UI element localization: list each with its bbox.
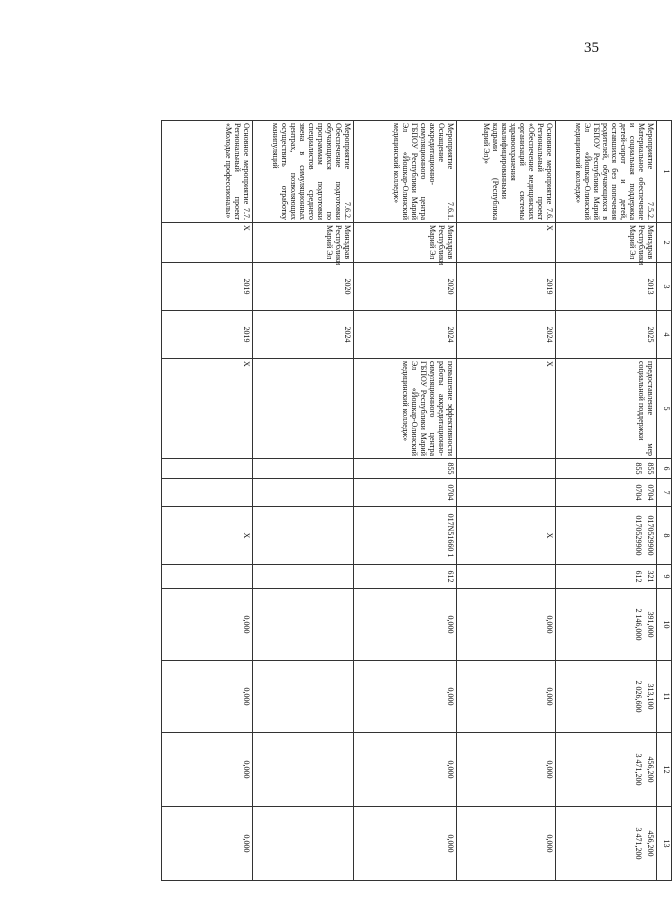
cell-col-10 xyxy=(457,589,556,661)
cell-col-9 xyxy=(556,565,657,589)
cell-col-5: предоставление мер социальной поддержки xyxy=(556,359,657,459)
table-header-row xyxy=(657,121,672,881)
cell-col-1: Мероприятие 7.5.2. Материальное обеспечение и социальная поддержка детей-сирот и детей, оставшихся без попечения родителей, обучающихся в ГБПОУ Республики Марий Эл «Йошкар-Олинский медицинский колледж» xyxy=(556,121,657,223)
cell-col-8 xyxy=(354,507,457,565)
table-row xyxy=(253,121,354,881)
cell-col-7 xyxy=(253,479,354,507)
cell-value: 391,000 xyxy=(646,611,655,638)
column-header-5: 5 xyxy=(657,359,672,459)
column-header-1: 1 xyxy=(657,121,672,223)
cell-value: 0,000 xyxy=(446,760,455,779)
cell-value: 2 026,600 xyxy=(634,680,644,713)
page-number: 35 xyxy=(584,40,599,56)
cell-col-2: Х xyxy=(457,223,556,263)
cell-value: 0,000 xyxy=(242,760,251,779)
cell-col-9 xyxy=(253,565,354,589)
cell-value: 855 xyxy=(446,462,455,475)
cell-col-11 xyxy=(162,661,253,733)
column-header-4: 4 xyxy=(657,311,672,359)
cell-value: 0,000 xyxy=(446,615,455,634)
cell-value: 3 471,200 xyxy=(634,827,644,860)
cell-col-13 xyxy=(253,807,354,881)
cell-col-8 xyxy=(457,507,556,565)
cell-value: 0170529900 xyxy=(634,515,644,556)
column-header-3: 3 xyxy=(657,263,672,311)
cell-col-1: Мероприятие 7.6.2. Обеспечение подготовки обучающихся по программам подготовки специалистов среднего звена в симуляционных центрах, позволяющих осуществить отработку манипуляций xyxy=(253,121,354,223)
cell-col-4: 2024 xyxy=(253,311,354,359)
column-header-11: 11 xyxy=(657,661,672,733)
cell-col-13 xyxy=(162,807,253,881)
cell-value: 0704 xyxy=(646,484,655,501)
cell-value: 313,100 xyxy=(646,683,655,710)
cell-col-11 xyxy=(354,661,457,733)
table-row xyxy=(556,121,657,881)
cell-col-6 xyxy=(162,459,253,479)
cell-col-4: 2024 xyxy=(457,311,556,359)
cell-col-11 xyxy=(253,661,354,733)
cell-value: 321 xyxy=(646,570,655,583)
cell-value: 0,000 xyxy=(545,760,554,779)
cell-col-6 xyxy=(354,459,457,479)
cell-value: 0,000 xyxy=(446,834,455,853)
cell-value: 0,000 xyxy=(446,687,455,706)
cell-col-2: Минздрав Республики Марий Эл xyxy=(253,223,354,263)
cell-value: 017N51660 1 xyxy=(446,513,455,558)
cell-col-4: 2019 xyxy=(162,311,253,359)
cell-col-3: 2013 xyxy=(556,263,657,311)
cell-col-3: 2020 xyxy=(253,263,354,311)
cell-col-7 xyxy=(354,479,457,507)
column-header-7: 7 xyxy=(657,479,672,507)
cell-col-6 xyxy=(253,459,354,479)
cell-col-5: Х xyxy=(457,359,556,459)
cell-col-13 xyxy=(354,807,457,881)
cell-col-13 xyxy=(457,807,556,881)
cell-value: 0,000 xyxy=(242,834,251,853)
cell-value: 3 471,200 xyxy=(634,753,644,786)
column-header-9: 9 xyxy=(657,565,672,589)
cell-col-10 xyxy=(253,589,354,661)
cell-col-6 xyxy=(457,459,556,479)
cell-col-9 xyxy=(162,565,253,589)
cell-value: 855 xyxy=(646,462,655,475)
cell-value: Х xyxy=(242,532,251,539)
cell-col-10 xyxy=(162,589,253,661)
cell-col-2: Минздрав Республики Марий Эл xyxy=(556,223,657,263)
cell-col-3: 2019 xyxy=(457,263,556,311)
column-header-10: 10 xyxy=(657,589,672,661)
table-row xyxy=(162,121,253,881)
cell-value: 0704 xyxy=(446,484,455,501)
cell-col-13 xyxy=(556,807,657,881)
cell-col-5: Х xyxy=(162,359,253,459)
cell-value: 0170529900 xyxy=(646,515,655,556)
cell-col-10 xyxy=(556,589,657,661)
cell-value: 456,200 xyxy=(646,756,655,783)
cell-col-12 xyxy=(354,733,457,807)
cell-col-5 xyxy=(253,359,354,459)
cell-col-7 xyxy=(556,479,657,507)
cell-col-6 xyxy=(556,459,657,479)
column-header-2: 2 xyxy=(657,223,672,263)
rotated-table-wrapper xyxy=(112,120,672,880)
cell-value: 0704 xyxy=(634,484,644,501)
budget-table xyxy=(161,120,672,881)
cell-value: 456,200 xyxy=(646,830,655,857)
cell-col-12 xyxy=(556,733,657,807)
cell-col-8 xyxy=(162,507,253,565)
cell-col-12 xyxy=(457,733,556,807)
cell-value: 0,000 xyxy=(242,687,251,706)
cell-value: 612 xyxy=(446,570,455,583)
table-row xyxy=(354,121,457,881)
cell-value: 0,000 xyxy=(545,687,554,706)
cell-col-9 xyxy=(354,565,457,589)
cell-col-7 xyxy=(457,479,556,507)
cell-value: 0,000 xyxy=(545,615,554,634)
cell-value: 0,000 xyxy=(242,615,251,634)
cell-col-2: Минздрав Республики Марий Эл xyxy=(354,223,457,263)
cell-col-5: повышение эффективности работы аккредитационно-симуляционного центра ГБПОУ Республики Марий Эл «Йошкар-Олинский медицинский колледж» xyxy=(354,359,457,459)
cell-col-7 xyxy=(162,479,253,507)
cell-col-3: 2019 xyxy=(162,263,253,311)
cell-col-8 xyxy=(253,507,354,565)
cell-col-3: 2020 xyxy=(354,263,457,311)
cell-col-4: 2025 xyxy=(556,311,657,359)
cell-col-1: Основное мероприятие 7.6. Региональный проект «Обеспечение медицинских организаций системы здравоохранения квалифицированными кадрами (Республика Марий Эл)» xyxy=(457,121,556,223)
column-header-12: 12 xyxy=(657,733,672,807)
cell-col-1: Мероприятие 7.6.1. Оснащение аккредитационно-симуляционного центра ГБПОУ Республики Марий Эл «Йошкар-Олинский медицинский колледж» xyxy=(354,121,457,223)
table-row xyxy=(457,121,556,881)
cell-value: Х xyxy=(545,532,554,539)
column-header-6: 6 xyxy=(657,459,672,479)
cell-col-11 xyxy=(457,661,556,733)
column-header-8: 8 xyxy=(657,507,672,565)
cell-col-12 xyxy=(162,733,253,807)
cell-col-9 xyxy=(457,565,556,589)
column-header-13: 13 xyxy=(657,807,672,881)
cell-col-12 xyxy=(253,733,354,807)
cell-col-4: 2024 xyxy=(354,311,457,359)
cell-col-11 xyxy=(556,661,657,733)
cell-value: 2 146,000 xyxy=(634,608,644,641)
cell-col-2: Х xyxy=(162,223,253,263)
cell-col-1: Основное мероприятие 7.7. Региональный проект «Молодые профессионалы» xyxy=(162,121,253,223)
table-body xyxy=(162,121,657,881)
cell-value: 0,000 xyxy=(545,834,554,853)
cell-col-8 xyxy=(556,507,657,565)
cell-value: 612 xyxy=(634,570,644,583)
cell-value: 855 xyxy=(634,462,644,475)
cell-col-10 xyxy=(354,589,457,661)
